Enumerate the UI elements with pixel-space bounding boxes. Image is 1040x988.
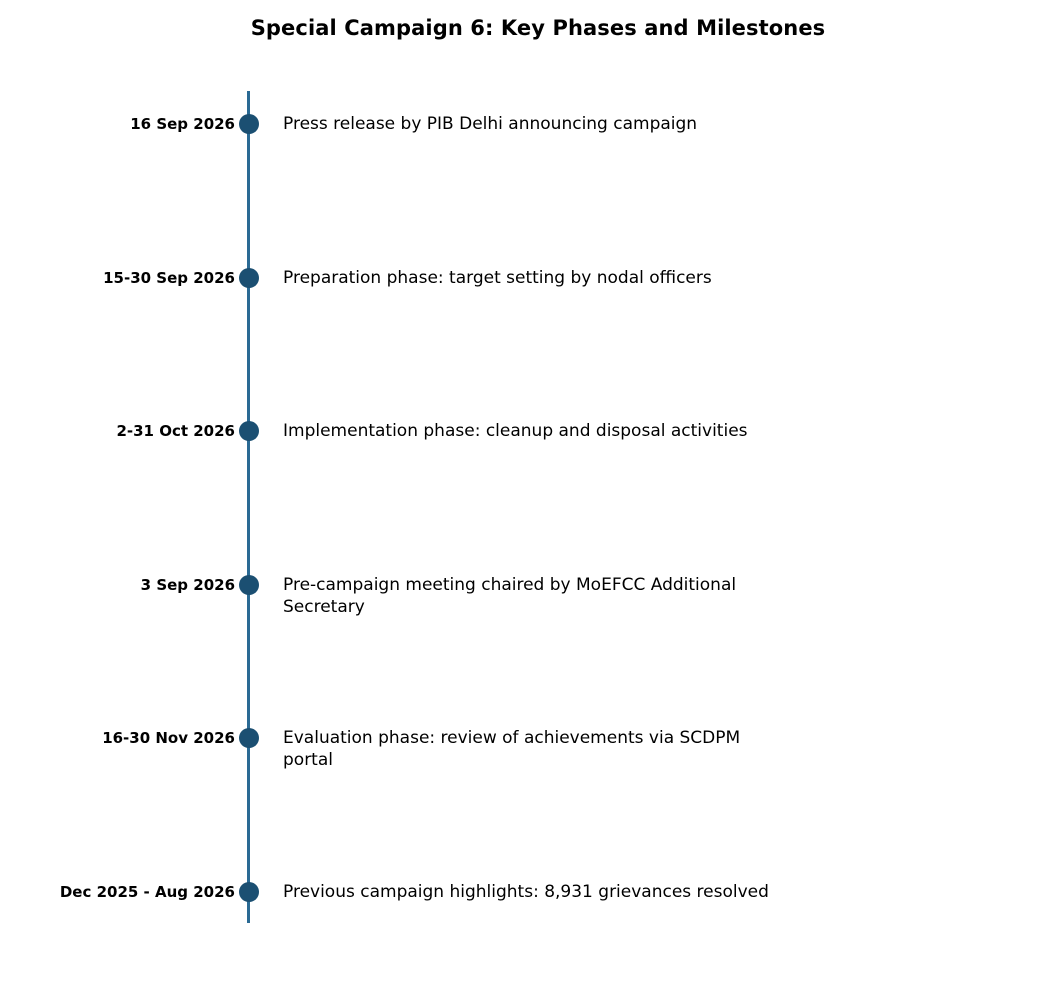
diagram-title: Special Campaign 6: Key Phases and Milestones	[250, 16, 826, 40]
event-date-label: 15-30 Sep 2026	[103, 268, 235, 287]
event-date-label: 16 Sep 2026	[130, 115, 235, 133]
event-date-label: 16-30 Nov 2026	[102, 729, 235, 747]
event-description: Previous campaign highlights: 8,931 grievances resolved	[283, 881, 769, 902]
event-marker-dot	[239, 882, 259, 902]
event-marker-dot	[239, 575, 259, 595]
timeline-axis-line	[247, 91, 250, 923]
event-marker-dot	[239, 268, 259, 288]
event-marker-dot	[239, 421, 259, 441]
event-marker-dot	[239, 728, 259, 748]
event-date-label: Dec 2025 - Aug 2026	[59, 882, 235, 901]
event-description: Pre-campaign meeting chaired by MoEFCC Additional Secretary	[283, 574, 737, 617]
event-description: Preparation phase: target setting by nodal officers	[283, 267, 712, 288]
event-description: Press release by PIB Delhi announcing campaign	[283, 114, 698, 134]
event-date-label: 2-31 Oct 2026	[116, 422, 235, 440]
event-description: Evaluation phase: review of achievements via SCDPM portal	[283, 728, 741, 770]
event-description: Implementation phase: cleanup and disposal activities	[283, 421, 748, 441]
event-date-label: 3 Sep 2026	[140, 575, 235, 594]
event-marker-dot	[239, 114, 259, 134]
